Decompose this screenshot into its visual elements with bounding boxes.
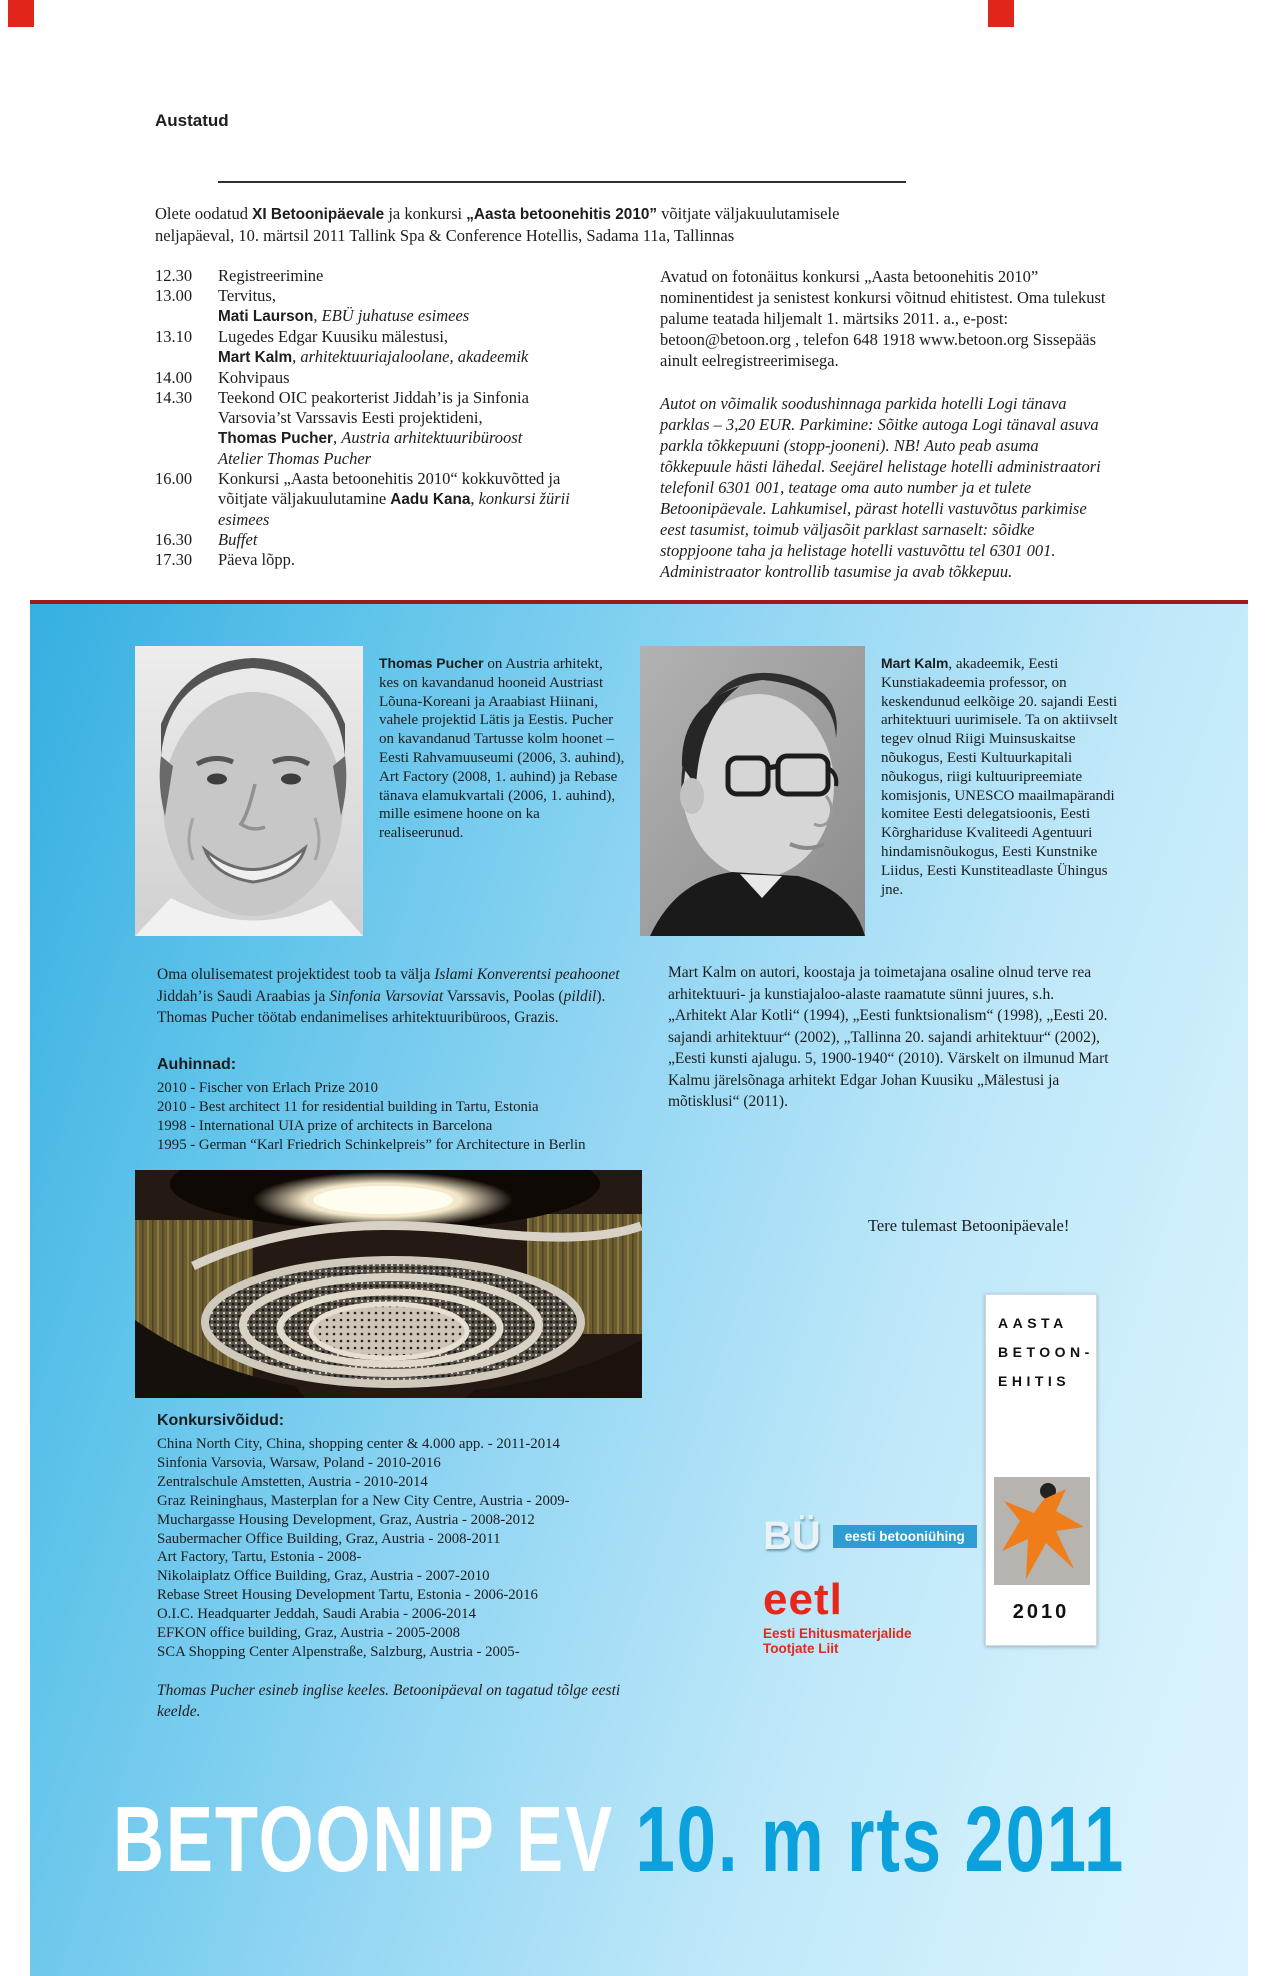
list-item: 2010 - Best architect 11 for residential building in Tartu, Estonia — [157, 1098, 539, 1115]
text-segment: , — [333, 428, 342, 447]
heading-rule — [218, 181, 906, 183]
text-segment: Mati Laurson — [218, 308, 314, 325]
list-item: Zentralschule Amstetten, Austria - 2010-2014 — [157, 1473, 428, 1490]
text-segment: Thomas Pucher — [218, 430, 333, 447]
schedule-desc — [218, 266, 323, 286]
text-segment: Registreerimine — [218, 266, 324, 285]
banner-event-date: 10. m rts 2011 — [635, 1788, 1126, 1892]
crop-mark-right — [988, 0, 1014, 27]
schedule-row — [155, 286, 655, 327]
bu-logo — [763, 1516, 977, 1556]
crop-mark-left — [8, 0, 34, 27]
text-segment: võitjate väljakuulutamine — [218, 489, 391, 508]
pucher-projects-paragraph — [157, 964, 642, 1029]
info-column — [660, 266, 1108, 604]
schedule-time: 16.30 — [155, 530, 193, 549]
text-segment: Sinfonia Varsoviat — [329, 987, 444, 1005]
concrete-man-icon — [994, 1477, 1090, 1585]
text-segment: ). Thomas Pucher töötab endanimelises arhitektuuribüroos, Grazis. — [157, 987, 606, 1026]
awards-list — [157, 1079, 586, 1155]
bu-logo-caption: eesti betooniühing — [833, 1525, 977, 1548]
list-item: SCA Shopping Center Alpenstraße, Salzburg, Austria - 2005- — [157, 1643, 520, 1660]
list-item: Graz Reininghaus, Masterplan for a New City Centre, Austria - 2009- — [157, 1492, 570, 1509]
schedule-row — [155, 550, 655, 570]
text-segment: Tervitus, — [218, 286, 276, 305]
text-segment: Mart Kalm — [881, 655, 949, 671]
blue-panel — [30, 600, 1248, 1976]
text-segment: EBÜ juhatuse esimees — [321, 306, 470, 325]
text-segment: Buffet — [218, 530, 258, 549]
list-item: Muchargasse Housing Development, Graz, Austria - 2008-2012 — [157, 1511, 535, 1528]
eetl-logo-letters: eetl — [763, 1575, 843, 1624]
schedule-line — [218, 286, 469, 306]
poster-title-line1: AASTA — [998, 1315, 1068, 1331]
poster-title — [986, 1295, 1096, 1396]
text-segment: ja konkursi — [384, 204, 467, 223]
text-segment: Mart Kalm — [218, 349, 293, 366]
schedule-line — [218, 469, 570, 489]
eetl-logo — [763, 1575, 912, 1656]
kalm-books-paragraph: Mart Kalm on autori, koostaja ja toimetajana osaline olnud terve rea arhitektuuri- ja kunstiajaloo-alaste raamatute sünni juures, s.h. „Arhitekt Alar Kotli“ (1994), „Eesti funktsionalism“ (1998), „Eesti 20. sajandi arhitektuur“ (2002), „Tallinna 20. sajandi arhitektuur“ (2002), „Eesti kunsti ajalugu. 5, 1900-1940“ (2010). Värskelt on ilmunud Mart Kalmu järelsõnaga arhitekt Edgar Johan Kuusiku „Mälestusi ja mõtisklusi“ (2011). — [668, 964, 1109, 1110]
text-segment: XI Betoonipäevale — [252, 206, 385, 223]
salutation-heading: Austatud — [155, 111, 229, 130]
text-segment: Teekond OIC peakorterist Jiddah’is ja Sinfonia — [218, 388, 529, 407]
schedule-line — [218, 449, 529, 469]
text-segment: Islami Konverentsi peahoonet — [434, 966, 620, 983]
schedule-line — [218, 530, 257, 550]
text-segment: Varssavis, Poolas ( — [443, 987, 564, 1005]
schedule-desc — [218, 388, 529, 469]
list-item: Art Factory, Tartu, Estonia - 2008- — [157, 1549, 362, 1566]
schedule-line — [218, 489, 570, 510]
list-item: Saubermacher Office Building, Graz, Austria - 2008-2011 — [157, 1530, 501, 1547]
text-segment: Oma olulisematest projektidest toob ta välja — [157, 966, 435, 983]
schedule-desc — [218, 286, 469, 327]
list-item: Sinfonia Varsovia, Warsaw, Poland - 2010-2016 — [157, 1454, 441, 1471]
exhibition-paragraph: Avatud on fotonäitus konkursi „Aasta betoonehitis 2010” nominentidest ja senistest konkursi võitnud ehitistest. Oma tulekust palume teatada hiljemalt 1. märtsiks 2011. a., e-post: betoon@betoon.org , telefon 648 1918 www.betoon.org Sissepääs ainult eelregistreerimisega. — [660, 267, 1106, 370]
text-segment: , — [470, 489, 479, 508]
eetl-caption-line1: Eesti Ehitusmaterjalide — [763, 1626, 912, 1641]
text-segment: arhitektuuriajaloolane, akadeemik — [300, 347, 529, 366]
schedule-line — [218, 368, 290, 388]
text-segment: Jiddah’is Saudi Araabias ja — [157, 987, 330, 1005]
language-note: Thomas Pucher esineb inglise keeles. Betoonipäeval on tagatud tõlge eesti keelde. — [157, 1682, 621, 1720]
bottom-banner — [113, 1787, 1125, 1893]
list-item: China North City, China, shopping center & 4.000 app. - 2011-2014 — [157, 1436, 560, 1452]
mart-kalm-portrait — [640, 646, 865, 936]
schedule-desc — [218, 368, 290, 388]
schedule-line — [218, 510, 570, 530]
schedule-line — [218, 347, 528, 368]
competition-wins-heading: Konkursivõidud: — [157, 1412, 285, 1429]
eetl-logo-caption — [763, 1626, 912, 1656]
text-segment: , akadeemik, Eesti Kunstiakadeemia professor, on keskendunud eelkõige 20. sajandi Eesti arhitektuuri uurimisele. Ta on aktiivselt tegev olnud Riigi Muinsuskaitse nõukogus, Eesti Kultuurkapitali nõukogus, riigi kultuuripreemiate komisjonis, UNESCO maailmapärandi komitee Eesti delegatsioonis, Eesti Kõrghariduse Kvaliteedi Agentuuri hindamisnõukogus, Eesti Kunstnike Liidus, Eesti Kunstiteadlaste Ühingus jne. — [881, 656, 1118, 898]
schedule-time: 13.10 — [155, 327, 193, 346]
schedule-row — [155, 388, 655, 469]
schedule-time: 13.00 — [155, 286, 193, 305]
schedule-line — [218, 388, 529, 408]
list-item: Rebase Street Housing Development Tartu, Estonia - 2006-2016 — [157, 1587, 538, 1604]
pucher-bio — [379, 654, 626, 843]
schedule-row — [155, 368, 655, 388]
schedule-desc — [218, 530, 257, 550]
awards-heading: Auhinnad: — [157, 1056, 237, 1073]
text-segment: Aadu Kana — [390, 491, 471, 508]
concert-hall-photo — [135, 1170, 642, 1398]
text-segment: Päeva lõpp. — [218, 550, 295, 569]
list-item: 2010 - Fischer von Erlach Prize 2010 — [157, 1080, 379, 1096]
schedule-line — [218, 550, 295, 570]
schedule-line — [218, 266, 323, 286]
list-item: 1998 - International UIA prize of architects in Barcelona — [157, 1117, 493, 1134]
schedule-desc — [218, 550, 295, 570]
schedule-row — [155, 327, 655, 368]
list-item: Nikolaiplatz Office Building, Graz, Austria - 2007-2010 — [157, 1568, 490, 1585]
schedule-desc — [218, 327, 528, 368]
competition-wins-list — [157, 1435, 570, 1662]
kalm-bio — [881, 654, 1121, 899]
text-segment: „Aasta betoonehitis 2010” — [466, 206, 658, 223]
text-segment: Atelier Thomas Pucher — [218, 449, 372, 468]
text-segment: esimees — [218, 510, 270, 529]
banner-event-name: BETOONIP EV — [113, 1788, 614, 1892]
schedule-time: 14.30 — [155, 388, 193, 407]
poster-title-line3: EHITIS — [998, 1373, 1071, 1389]
schedule-time: 14.00 — [155, 368, 193, 387]
text-segment: pildil — [563, 987, 597, 1005]
welcome-line: Tere tulemast Betoonipäevale! — [868, 1216, 1070, 1235]
bu-logo-letters: BÜ — [763, 1514, 821, 1558]
poster-title-line2: BETOON- — [998, 1344, 1094, 1360]
schedule-line — [218, 428, 529, 449]
aasta-betoonehitis-poster — [985, 1294, 1097, 1646]
intro-paragraph — [155, 203, 915, 246]
event-schedule — [155, 266, 655, 570]
text-segment: Kohvipaus — [218, 368, 290, 387]
schedule-line — [218, 306, 469, 327]
list-item: EFKON office building, Graz, Austria - 2005-2008 — [157, 1625, 461, 1642]
parking-paragraph: Autot on võimalik soodushinnaga parkida hotelli Logi tänava parklas – 3,20 EUR. Parkimine: Sõitke autoga Logi tänaval asuva parkla tõkkepuuni (stopp-jooneni). NB! Auto peab asuma tõkkepuule hästi lähedal. Seejärel helistage hotelli administraatori telefonil 6301 001, teatage oma auto number ja et tulete Betoonipäevale. Lahkumisel, pärast hotelli vastuvõtus parkimise eest tasumist, toimub väljasõit parklast sarnaselt: sõidke stoppjoone taha ja helistage hotelli vastuvõttu tel 6301 001. Administraator kontrollib tasumise ja avab tõkkepuu. — [660, 394, 1101, 581]
text-segment: , — [292, 347, 301, 366]
schedule-time: 17.30 — [155, 550, 193, 569]
text-segment: Austria arhitektuuribüroost — [341, 428, 523, 447]
poster-year: 2010 — [1012, 1601, 1070, 1623]
thomas-pucher-portrait — [135, 646, 363, 936]
text-segment: konkursi žürii — [478, 489, 570, 508]
list-item: O.I.C. Headquarter Jeddah, Saudi Arabia - 2006-2014 — [157, 1606, 476, 1623]
text-segment: Varsovia’st Varssavis Eesti projektideni, — [218, 408, 483, 427]
schedule-line — [218, 327, 528, 347]
schedule-row — [155, 469, 655, 530]
schedule-row — [155, 530, 655, 550]
text-segment: Olete oodatud — [155, 204, 253, 223]
schedule-time: 16.00 — [155, 469, 193, 488]
schedule-line — [218, 408, 529, 428]
eetl-caption-line2: Tootjate Liit — [763, 1641, 839, 1656]
text-segment: võitjate väljakuulutamisele neljapäeval, 10. märtsil 2011 Tallink Spa & Conference Hotellis, Sadama 11a, Tallinnas — [155, 204, 840, 245]
poster-figure-box — [994, 1477, 1090, 1585]
text-segment: Lugedes Edgar Kuusiku mälestusi, — [218, 327, 449, 346]
text-segment: on Austria arhitekt, kes on kavandanud hooneid Austriast Lõuna-Koreani ja Araabiast Hiinani, vahele projektid Lätis ja Eestis. Pucher on kavandanud Tartusse kolm hoonet – Eesti Rahvamuuseumi (2006, 3. auhind), Art Factory (2008, 1. auhind) ja Rebase tänava elamukvartali (2006, 1. auhind), mille esimene hoone on ka realiseerunud. — [379, 656, 625, 842]
schedule-time: 12.30 — [155, 266, 193, 285]
text-segment: , — [313, 306, 322, 325]
text-segment: Konkursi „Aasta betoonehitis 2010“ kokkuvõtted ja — [218, 469, 561, 488]
text-segment: Thomas Pucher — [379, 655, 484, 671]
schedule-row — [155, 266, 655, 286]
list-item: 1995 - German “Karl Friedrich Schinkelpreis” for Architecture in Berlin — [157, 1136, 586, 1153]
schedule-desc — [218, 469, 570, 530]
